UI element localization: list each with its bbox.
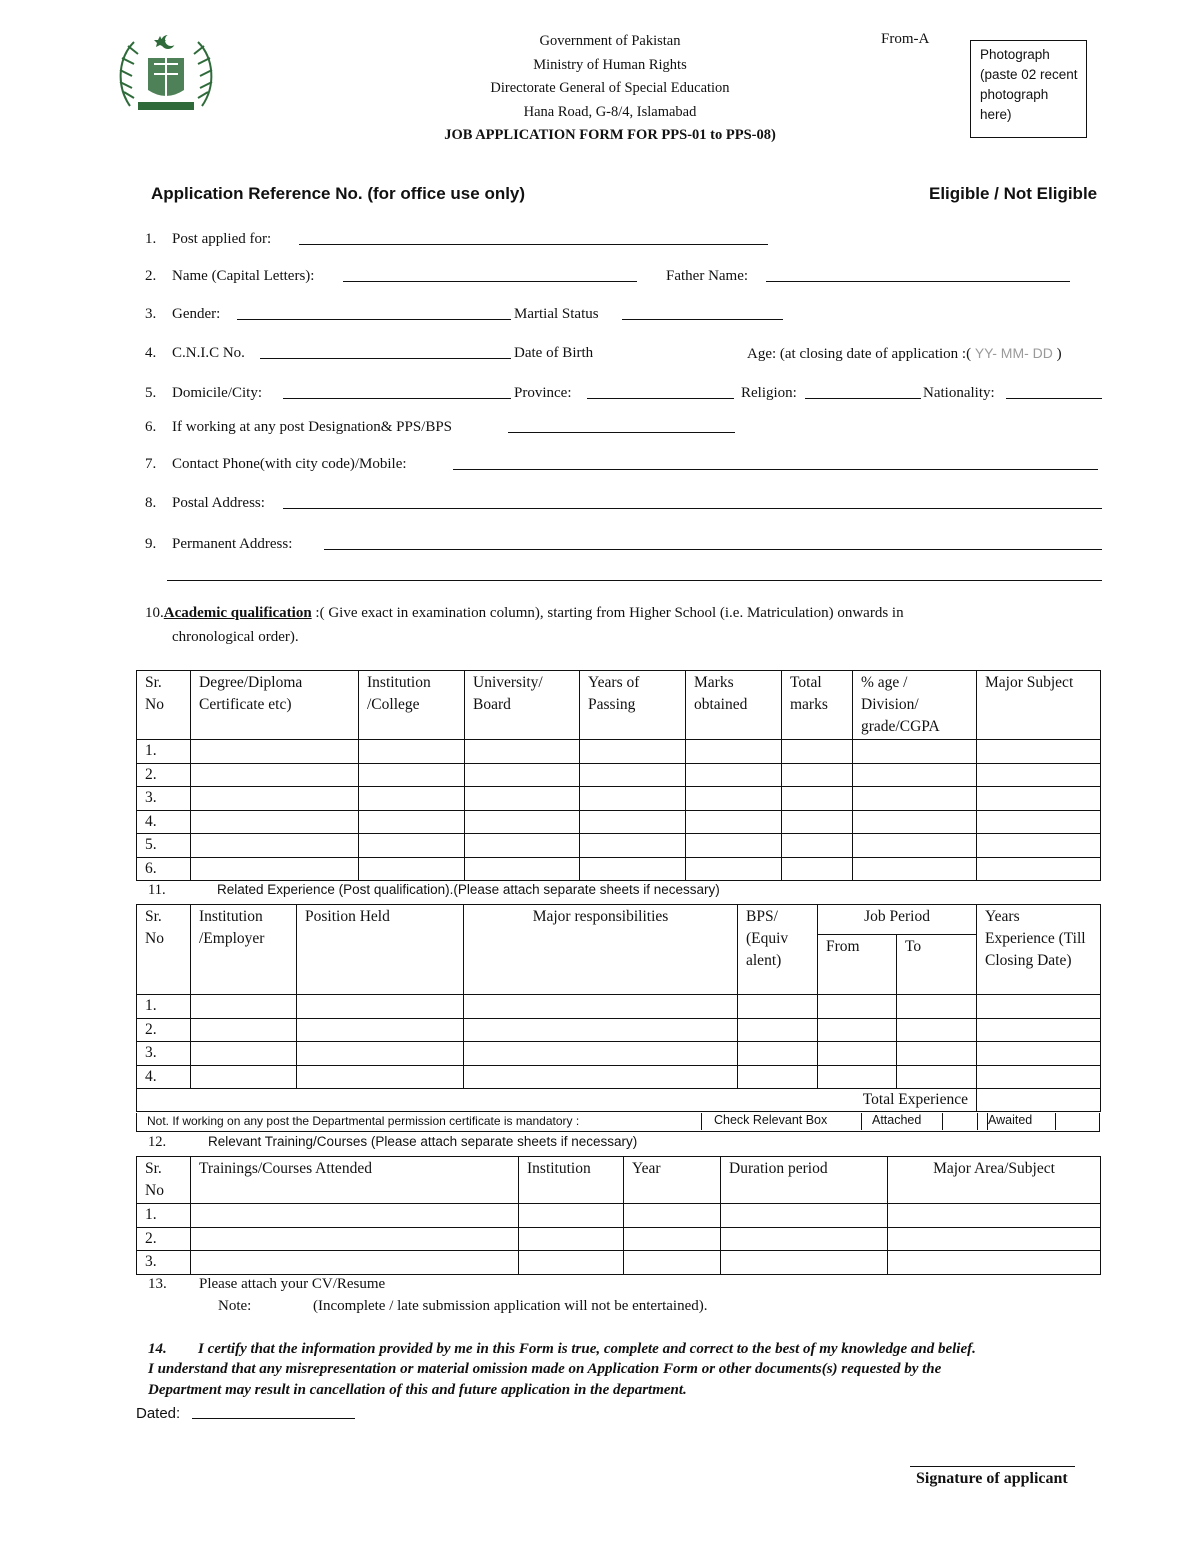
marital-status-input[interactable] (622, 319, 783, 320)
academic-title: Academic qualification (163, 605, 312, 621)
table-cell[interactable] (853, 787, 977, 811)
field-nationality-label: Nationality: (923, 385, 995, 401)
age-label-text: Age: (at closing date of application :( (747, 346, 972, 362)
field-province-label: Province: (514, 385, 572, 401)
experience-title: Related Experience (Post qualification).(Please attach separate sheets if necessary) (217, 882, 720, 897)
col-percentage: % age / Division/ grade/CGPA (853, 671, 977, 740)
table-cell[interactable] (853, 834, 977, 858)
col-major-subject: Major Subject (977, 671, 1101, 740)
table-cell[interactable] (782, 810, 853, 834)
province-input[interactable] (587, 398, 734, 399)
table-cell[interactable] (686, 740, 782, 764)
col-year: Year (624, 1157, 721, 1204)
table-cell[interactable] (977, 740, 1101, 764)
form-title: JOB APPLICATION FORM FOR PPS-01 to PPS-08) (444, 127, 776, 143)
table-cell[interactable] (580, 787, 686, 811)
table-cell[interactable] (888, 1204, 1101, 1228)
table-cell[interactable] (297, 1042, 464, 1066)
table-cell[interactable] (519, 1204, 624, 1228)
row-number: 4. (137, 810, 191, 834)
field-age-label (747, 345, 1062, 363)
check-relevant-box-label: Check Relevant Box (701, 1113, 874, 1130)
col-employer: Institution /Employer (191, 905, 297, 995)
table-cell[interactable] (782, 763, 853, 787)
table-cell[interactable] (191, 834, 359, 858)
gender-input[interactable] (237, 319, 511, 320)
col-years-passing: Years of Passing (580, 671, 686, 740)
form-code: From-A (881, 31, 930, 47)
table-cell[interactable] (853, 810, 977, 834)
permission-note-row (136, 1113, 1100, 1132)
table-cell[interactable] (191, 740, 359, 764)
table-cell[interactable] (721, 1227, 888, 1251)
postal-address-input[interactable] (283, 508, 1102, 509)
awaited-checkbox[interactable] (1055, 1113, 1100, 1130)
table-row (137, 740, 1101, 764)
table-cell[interactable] (580, 834, 686, 858)
col-university: University/ Board (465, 671, 580, 740)
academic-heading (145, 605, 904, 622)
academic-table (136, 670, 1101, 881)
table-cell[interactable] (191, 995, 297, 1019)
table-cell[interactable] (191, 1018, 297, 1042)
col-institution: Institution (519, 1157, 624, 1204)
row-number: 5. (137, 834, 191, 858)
table-cell[interactable] (977, 763, 1101, 787)
table-row (137, 834, 1101, 858)
signature-label: Signature of applicant (916, 1470, 1068, 1487)
field-marital-status-label: Martial Status (514, 306, 599, 322)
field-post-num: 1. (145, 231, 157, 247)
table-cell[interactable] (686, 787, 782, 811)
col-course: Trainings/Courses Attended (191, 1157, 519, 1204)
declaration-line3: Department may result in cancellation of this and future application in the department. (148, 1382, 687, 1398)
col-duration: Duration period (721, 1157, 888, 1204)
header-line-ministry: Ministry of Human Rights (533, 56, 687, 73)
col-job-period: Job Period (818, 905, 977, 935)
table-row (137, 857, 1101, 881)
eligibility-label: Eligible / Not Eligible (929, 184, 1098, 203)
age-close-paren: ) (1056, 346, 1062, 362)
row-number: 2. (137, 1018, 191, 1042)
col-sr-no: Sr. No (137, 671, 191, 740)
table-cell[interactable] (782, 740, 853, 764)
permanent-address-input-line2[interactable] (167, 580, 1102, 581)
table-cell[interactable] (818, 1042, 897, 1066)
note-label: Note: (218, 1298, 252, 1314)
table-cell[interactable] (738, 1018, 818, 1042)
row-number: 3. (137, 1042, 191, 1066)
col-responsibilities: Major responsibilities (464, 905, 738, 995)
row-number: 2. (137, 1227, 191, 1251)
field-postal-num: 8. (145, 495, 157, 511)
field-contact-num: 7. (145, 456, 157, 472)
table-cell[interactable] (977, 1018, 1101, 1042)
table-row (137, 787, 1101, 811)
row-number: 1. (137, 1204, 191, 1228)
age-placeholder[interactable]: YY- MM- DD (974, 345, 1053, 361)
table-cell[interactable] (191, 810, 359, 834)
signature-input[interactable] (910, 1466, 1075, 1467)
table-cell[interactable] (853, 740, 977, 764)
training-table (136, 1156, 1101, 1275)
field-religion-label: Religion: (741, 385, 797, 401)
table-cell[interactable] (297, 1018, 464, 1042)
table-cell[interactable] (888, 1227, 1101, 1251)
table-cell[interactable] (464, 1065, 738, 1089)
academic-desc-line2: chronological order). (172, 629, 299, 645)
col-to: To (897, 935, 977, 995)
header-line-government: Government of Pakistan (539, 33, 681, 49)
field-cnic-label: C.N.I.C No. (172, 345, 245, 361)
col-total-marks: Total marks (782, 671, 853, 740)
field-contact-label: Contact Phone(with city code)/Mobile: (172, 456, 407, 472)
table-cell[interactable] (738, 1065, 818, 1089)
col-institution: Institution /College (359, 671, 465, 740)
col-marks-obtained: Marks obtained (686, 671, 782, 740)
col-bps: BPS/ (Equiv alent) (738, 905, 818, 995)
field-domicile-num: 5. (145, 385, 157, 401)
table-cell[interactable] (580, 740, 686, 764)
training-num: 12. (148, 1134, 167, 1150)
field-post-label: Post applied for: (172, 231, 272, 247)
table-cell[interactable] (465, 857, 580, 881)
table-cell[interactable] (977, 810, 1101, 834)
table-cell[interactable] (897, 1018, 977, 1042)
cv-num: 13. (148, 1276, 167, 1292)
experience-num: 11. (148, 882, 166, 898)
permanent-address-input[interactable] (324, 549, 1102, 550)
table-cell[interactable] (297, 1065, 464, 1089)
field-cnic-num: 4. (145, 345, 157, 361)
table-cell[interactable] (359, 787, 465, 811)
total-experience-label: Total Experience (137, 1089, 977, 1112)
row-number: 2. (137, 763, 191, 787)
col-degree: Degree/Diploma Certificate etc) (191, 671, 359, 740)
academic-desc: :( Give exact in examination column), starting from Higher School (i.e. Matriculation) onwards in (315, 605, 904, 621)
table-row (137, 810, 1101, 834)
field-gender-label: Gender: (172, 306, 221, 322)
col-position: Position Held (297, 905, 464, 995)
table-cell[interactable] (580, 857, 686, 881)
table-cell[interactable] (359, 740, 465, 764)
field-designation-num: 6. (145, 419, 157, 435)
table-cell[interactable] (464, 1018, 738, 1042)
declaration-line1 (148, 1341, 976, 1358)
field-domicile-label: Domicile/City: (172, 385, 262, 401)
table-cell[interactable] (897, 1042, 977, 1066)
header-block (400, 30, 820, 148)
table-cell[interactable] (818, 1065, 897, 1089)
table-cell[interactable] (977, 1065, 1101, 1089)
col-major-area: Major Area/Subject (888, 1157, 1101, 1204)
table-row (137, 1227, 1101, 1251)
table-cell[interactable] (897, 1065, 977, 1089)
table-row (137, 1042, 1101, 1066)
field-father-name-label: Father Name: (666, 268, 749, 284)
table-cell[interactable] (897, 995, 977, 1019)
row-number: 6. (137, 857, 191, 881)
field-permanent-label: Permanent Address: (172, 536, 293, 552)
table-cell[interactable] (465, 787, 580, 811)
table-cell[interactable] (191, 857, 359, 881)
cv-text: Please attach your CV/Resume (199, 1276, 386, 1292)
table-cell[interactable] (465, 740, 580, 764)
table-cell[interactable] (465, 763, 580, 787)
dated-input[interactable] (192, 1418, 355, 1419)
table-cell[interactable] (519, 1227, 624, 1251)
table-cell[interactable] (519, 1251, 624, 1275)
table-cell[interactable] (297, 995, 464, 1019)
cnic-input[interactable] (260, 358, 511, 359)
table-cell[interactable] (782, 787, 853, 811)
row-number: 3. (137, 1251, 191, 1275)
table-cell[interactable] (624, 1204, 721, 1228)
table-cell[interactable] (782, 834, 853, 858)
table-cell[interactable] (738, 1042, 818, 1066)
father-name-input[interactable] (766, 281, 1070, 282)
field-gender-num: 3. (145, 306, 157, 322)
table-cell[interactable] (624, 1251, 721, 1275)
table-cell[interactable] (721, 1204, 888, 1228)
field-permanent-num: 9. (145, 536, 157, 552)
photograph-box[interactable]: Photograph (paste 02 recent photograph here) (970, 40, 1087, 138)
table-cell[interactable] (465, 810, 580, 834)
domicile-input[interactable] (283, 398, 511, 399)
declaration-text-1: I certify that the information provided by me in this Form is true, complete and correct to the best of my knowledge and belief. (198, 1341, 976, 1357)
table-row (137, 1251, 1101, 1275)
table-cell[interactable] (580, 763, 686, 787)
table-cell[interactable] (464, 995, 738, 1019)
table-cell[interactable] (853, 857, 977, 881)
table-cell[interactable] (191, 787, 359, 811)
table-cell[interactable] (191, 1251, 519, 1275)
table-cell[interactable] (191, 1204, 519, 1228)
col-years-experience: Years Experience (Till Closing Date) (977, 905, 1101, 995)
header-line-directorate: Directorate General of Special Education (490, 80, 730, 96)
table-row (137, 1018, 1101, 1042)
experience-table (136, 904, 1101, 1112)
total-experience-value[interactable] (977, 1089, 1101, 1112)
dated-label: Dated: (136, 1405, 181, 1422)
table-cell[interactable] (580, 810, 686, 834)
declaration-line2: I understand that any misrepresentation or material omission made on Application Form or other documents(s) requested by the (148, 1361, 942, 1377)
row-number: 4. (137, 1065, 191, 1089)
post-applied-input[interactable] (299, 244, 768, 245)
experience-header-row (137, 905, 1101, 935)
table-cell[interactable] (359, 810, 465, 834)
table-cell[interactable] (977, 787, 1101, 811)
row-number: 1. (137, 740, 191, 764)
table-cell[interactable] (977, 857, 1101, 881)
government-emblem (112, 28, 220, 116)
row-number: 3. (137, 787, 191, 811)
table-cell[interactable] (888, 1251, 1101, 1275)
table-cell[interactable] (465, 834, 580, 858)
attached-checkbox[interactable] (942, 1113, 978, 1130)
training-header-row (137, 1157, 1101, 1204)
field-postal-label: Postal Address: (172, 495, 265, 511)
table-cell[interactable] (191, 1227, 519, 1251)
table-cell[interactable] (977, 995, 1101, 1019)
table-row (137, 995, 1101, 1019)
table-cell[interactable] (359, 857, 465, 881)
religion-input[interactable] (805, 398, 921, 399)
application-reference-label: Application Reference No. (for office use only) (151, 184, 526, 203)
table-cell[interactable] (359, 834, 465, 858)
table-cell[interactable] (191, 1042, 297, 1066)
header-line-address: Hana Road, G-8/4, Islamabad (523, 103, 697, 120)
table-cell[interactable] (721, 1251, 888, 1275)
table-cell[interactable] (191, 763, 359, 787)
attached-label: Attached (861, 1113, 952, 1130)
table-cell[interactable] (191, 1065, 297, 1089)
table-cell[interactable] (686, 810, 782, 834)
field-dob-label: Date of Birth (514, 345, 594, 361)
table-cell[interactable] (977, 1042, 1101, 1066)
training-title: Relevant Training/Courses (Please attach separate sheets if necessary) (208, 1134, 638, 1149)
table-cell[interactable] (686, 857, 782, 881)
col-sr-no: Sr. No (137, 1157, 191, 1204)
table-cell[interactable] (624, 1227, 721, 1251)
table-row (137, 1204, 1101, 1228)
table-cell[interactable] (686, 834, 782, 858)
table-cell[interactable] (464, 1042, 738, 1066)
table-cell[interactable] (977, 834, 1101, 858)
total-experience-row (137, 1089, 1101, 1112)
table-cell[interactable] (818, 995, 897, 1019)
field-name-label: Name (Capital Letters): (172, 268, 315, 284)
name-input[interactable] (343, 281, 637, 282)
declaration-num: 14. (148, 1341, 167, 1357)
permission-note: Not. If working on any post the Departmental permission certificate is mandatory : (147, 1114, 580, 1128)
academic-num: 10. (145, 605, 164, 621)
designation-input[interactable] (508, 432, 735, 433)
table-cell[interactable] (782, 857, 853, 881)
academic-header-row (137, 671, 1101, 740)
table-cell[interactable] (686, 763, 782, 787)
col-sr-no: Sr. No (137, 905, 191, 995)
field-designation-label: If working at any post Designation& PPS/BPS (172, 419, 453, 435)
awaited-label: Awaited (987, 1113, 1056, 1130)
nationality-input[interactable] (1006, 398, 1102, 399)
table-cell[interactable] (853, 763, 977, 787)
note-text: (Incomplete / late submission application will not be entertained). (313, 1298, 708, 1314)
field-name-num: 2. (145, 268, 157, 284)
table-row (137, 763, 1101, 787)
row-number: 1. (137, 995, 191, 1019)
col-from: From (818, 935, 897, 995)
table-cell[interactable] (818, 1018, 897, 1042)
table-cell[interactable] (738, 995, 818, 1019)
table-row (137, 1065, 1101, 1089)
table-cell[interactable] (359, 763, 465, 787)
contact-input[interactable] (453, 469, 1098, 470)
